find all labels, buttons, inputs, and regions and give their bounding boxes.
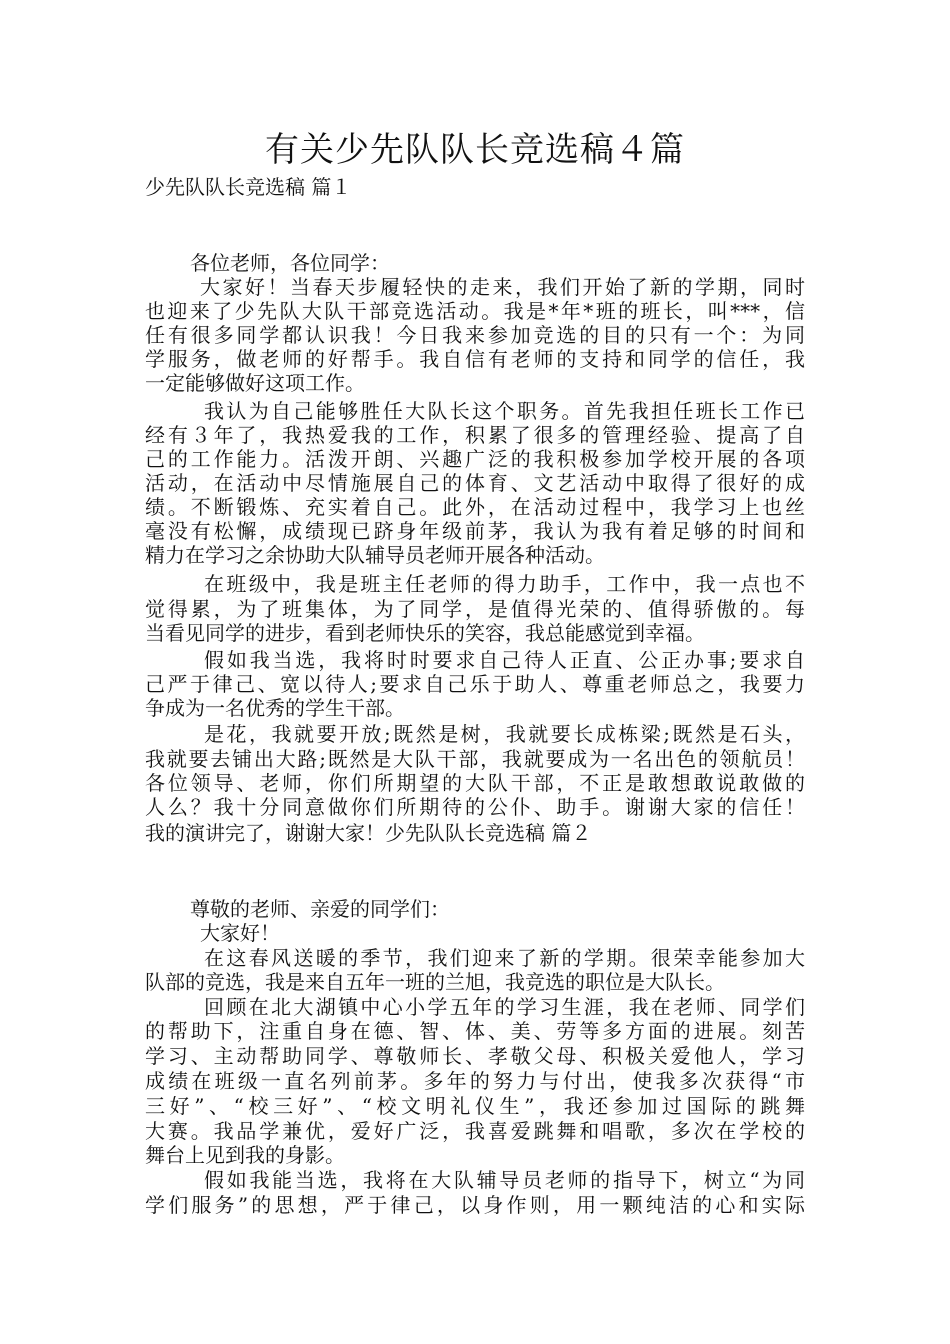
text-line: 是花，我就要开放;既然是树，我就要长成栋梁;既然是石头， bbox=[204, 722, 805, 746]
text-line: 我的演讲完了，谢谢大家！少先队队长竞选稿 篇２ bbox=[145, 821, 592, 845]
text-line: 三好”、“校三好”、“校文明礼仪生”，我还参加过国际的跳舞 bbox=[145, 1094, 805, 1118]
text-line: 大家好！ bbox=[200, 921, 280, 945]
text-line: 大家好！当春天步履轻快的走来，我们开始了新的学期，同时 bbox=[200, 275, 805, 299]
text-line: 我认为自己能够胜任大队长这个职务。首先我担任班长工作已 bbox=[204, 399, 805, 423]
text-line: 的帮助下，注重自身在德、智、体、美、劳等多方面的进展。刻苦 bbox=[145, 1019, 805, 1043]
text-line: 学习、主动帮助同学、尊敬师长、孝敬父母、积极关爱他人，学习 bbox=[145, 1044, 805, 1068]
text-line: 假如我当选，我将时时要求自己待人正直、公正办事;要求自 bbox=[204, 648, 805, 672]
text-line: 绩。不断锻炼、充实着自己。此外，在活动过程中，我学习上也丝 bbox=[145, 495, 805, 519]
salutation-line: 各位老师，各位同学： bbox=[190, 251, 390, 275]
text-line: 学服务，做老师的好帮手。我自信有老师的支持和同学的信任，我 bbox=[145, 347, 805, 371]
text-line: 回顾在北大湖镇中心小学五年的学习生涯，我在老师、同学们 bbox=[204, 995, 805, 1019]
text-line: 成绩在班级一直名列前茅。多年的努力与付出，使我多次获得“市 bbox=[145, 1069, 805, 1093]
text-line: 也迎来了少先队大队干部竞选活动。我是*年*班的班长，叫***，信 bbox=[145, 299, 805, 323]
text-line: 活动，在活动中尽情施展自己的体育、文艺活动中取得了很好的成 bbox=[145, 471, 805, 495]
text-line: 假如我能当选，我将在大队辅导员老师的指导下，树立“为同 bbox=[204, 1168, 805, 1192]
text-line: 舞台上见到我的身影。 bbox=[145, 1143, 345, 1167]
text-line: 己严于律己、宽以待人;要求自己乐于助人、尊重老师总之，我要力 bbox=[145, 672, 805, 696]
text-line: 毫没有松懈，成绩现已跻身年级前茅，我认为我有着足够的时间和 bbox=[145, 519, 805, 543]
text-line: 在班级中，我是班主任老师的得力助手，工作中，我一点也不 bbox=[204, 572, 805, 596]
text-line: 人么？我十分同意做你们所期待的公仆、助手。谢谢大家的信任！ bbox=[145, 795, 805, 819]
text-line: 任有很多同学都认识我！今日我来参加竞选的目的只有一个：为同 bbox=[145, 323, 805, 347]
text-line: 我就要去铺出大路;既然是大队干部，我就要成为一名出色的领航员！ bbox=[145, 747, 805, 771]
text-line: 精力在学习之余协助大队辅导员老师开展各种活动。 bbox=[145, 543, 605, 567]
text-line: 队部的竞选，我是来自五年一班的兰旭，我竞选的职位是大队长。 bbox=[145, 970, 725, 994]
text-line: 争成为一名优秀的学生干部。 bbox=[145, 696, 405, 720]
document-title: 有关少先队队长竞选稿４篇 bbox=[265, 130, 685, 170]
text-line: 经有３年了，我热爱我的工作，积累了很多的管理经验、提高了自 bbox=[145, 423, 805, 447]
text-line: 各位领导、老师，你们所期望的大队干部，不正是敢想敢说敢做的 bbox=[145, 771, 805, 795]
text-line: 觉得累，为了班集体，为了同学，是值得光荣的、值得骄傲的。每 bbox=[145, 597, 805, 621]
text-line: 在这春风送暖的季节，我们迎来了新的学期。很荣幸能参加大 bbox=[204, 946, 805, 970]
text-line: 当看见同学的进步，看到老师快乐的笑容，我总能感觉到幸福。 bbox=[145, 621, 705, 645]
section-heading: 少先队队长竞选稿 篇１ bbox=[145, 175, 352, 199]
salutation-line: 尊敬的老师、亲爱的同学们： bbox=[190, 897, 450, 921]
text-line: 学们服务”的思想，严于律己，以身作则，用一颗纯洁的心和实际 bbox=[145, 1193, 805, 1217]
text-line: 一定能够做好这项工作。 bbox=[145, 371, 365, 395]
text-line: 大赛。我品学兼优，爱好广泛，我喜爱跳舞和唱歌，多次在学校的 bbox=[145, 1119, 805, 1143]
text-line: 己的工作能力。活泼开朗、兴趣广泛的我积极参加学校开展的各项 bbox=[145, 447, 805, 471]
